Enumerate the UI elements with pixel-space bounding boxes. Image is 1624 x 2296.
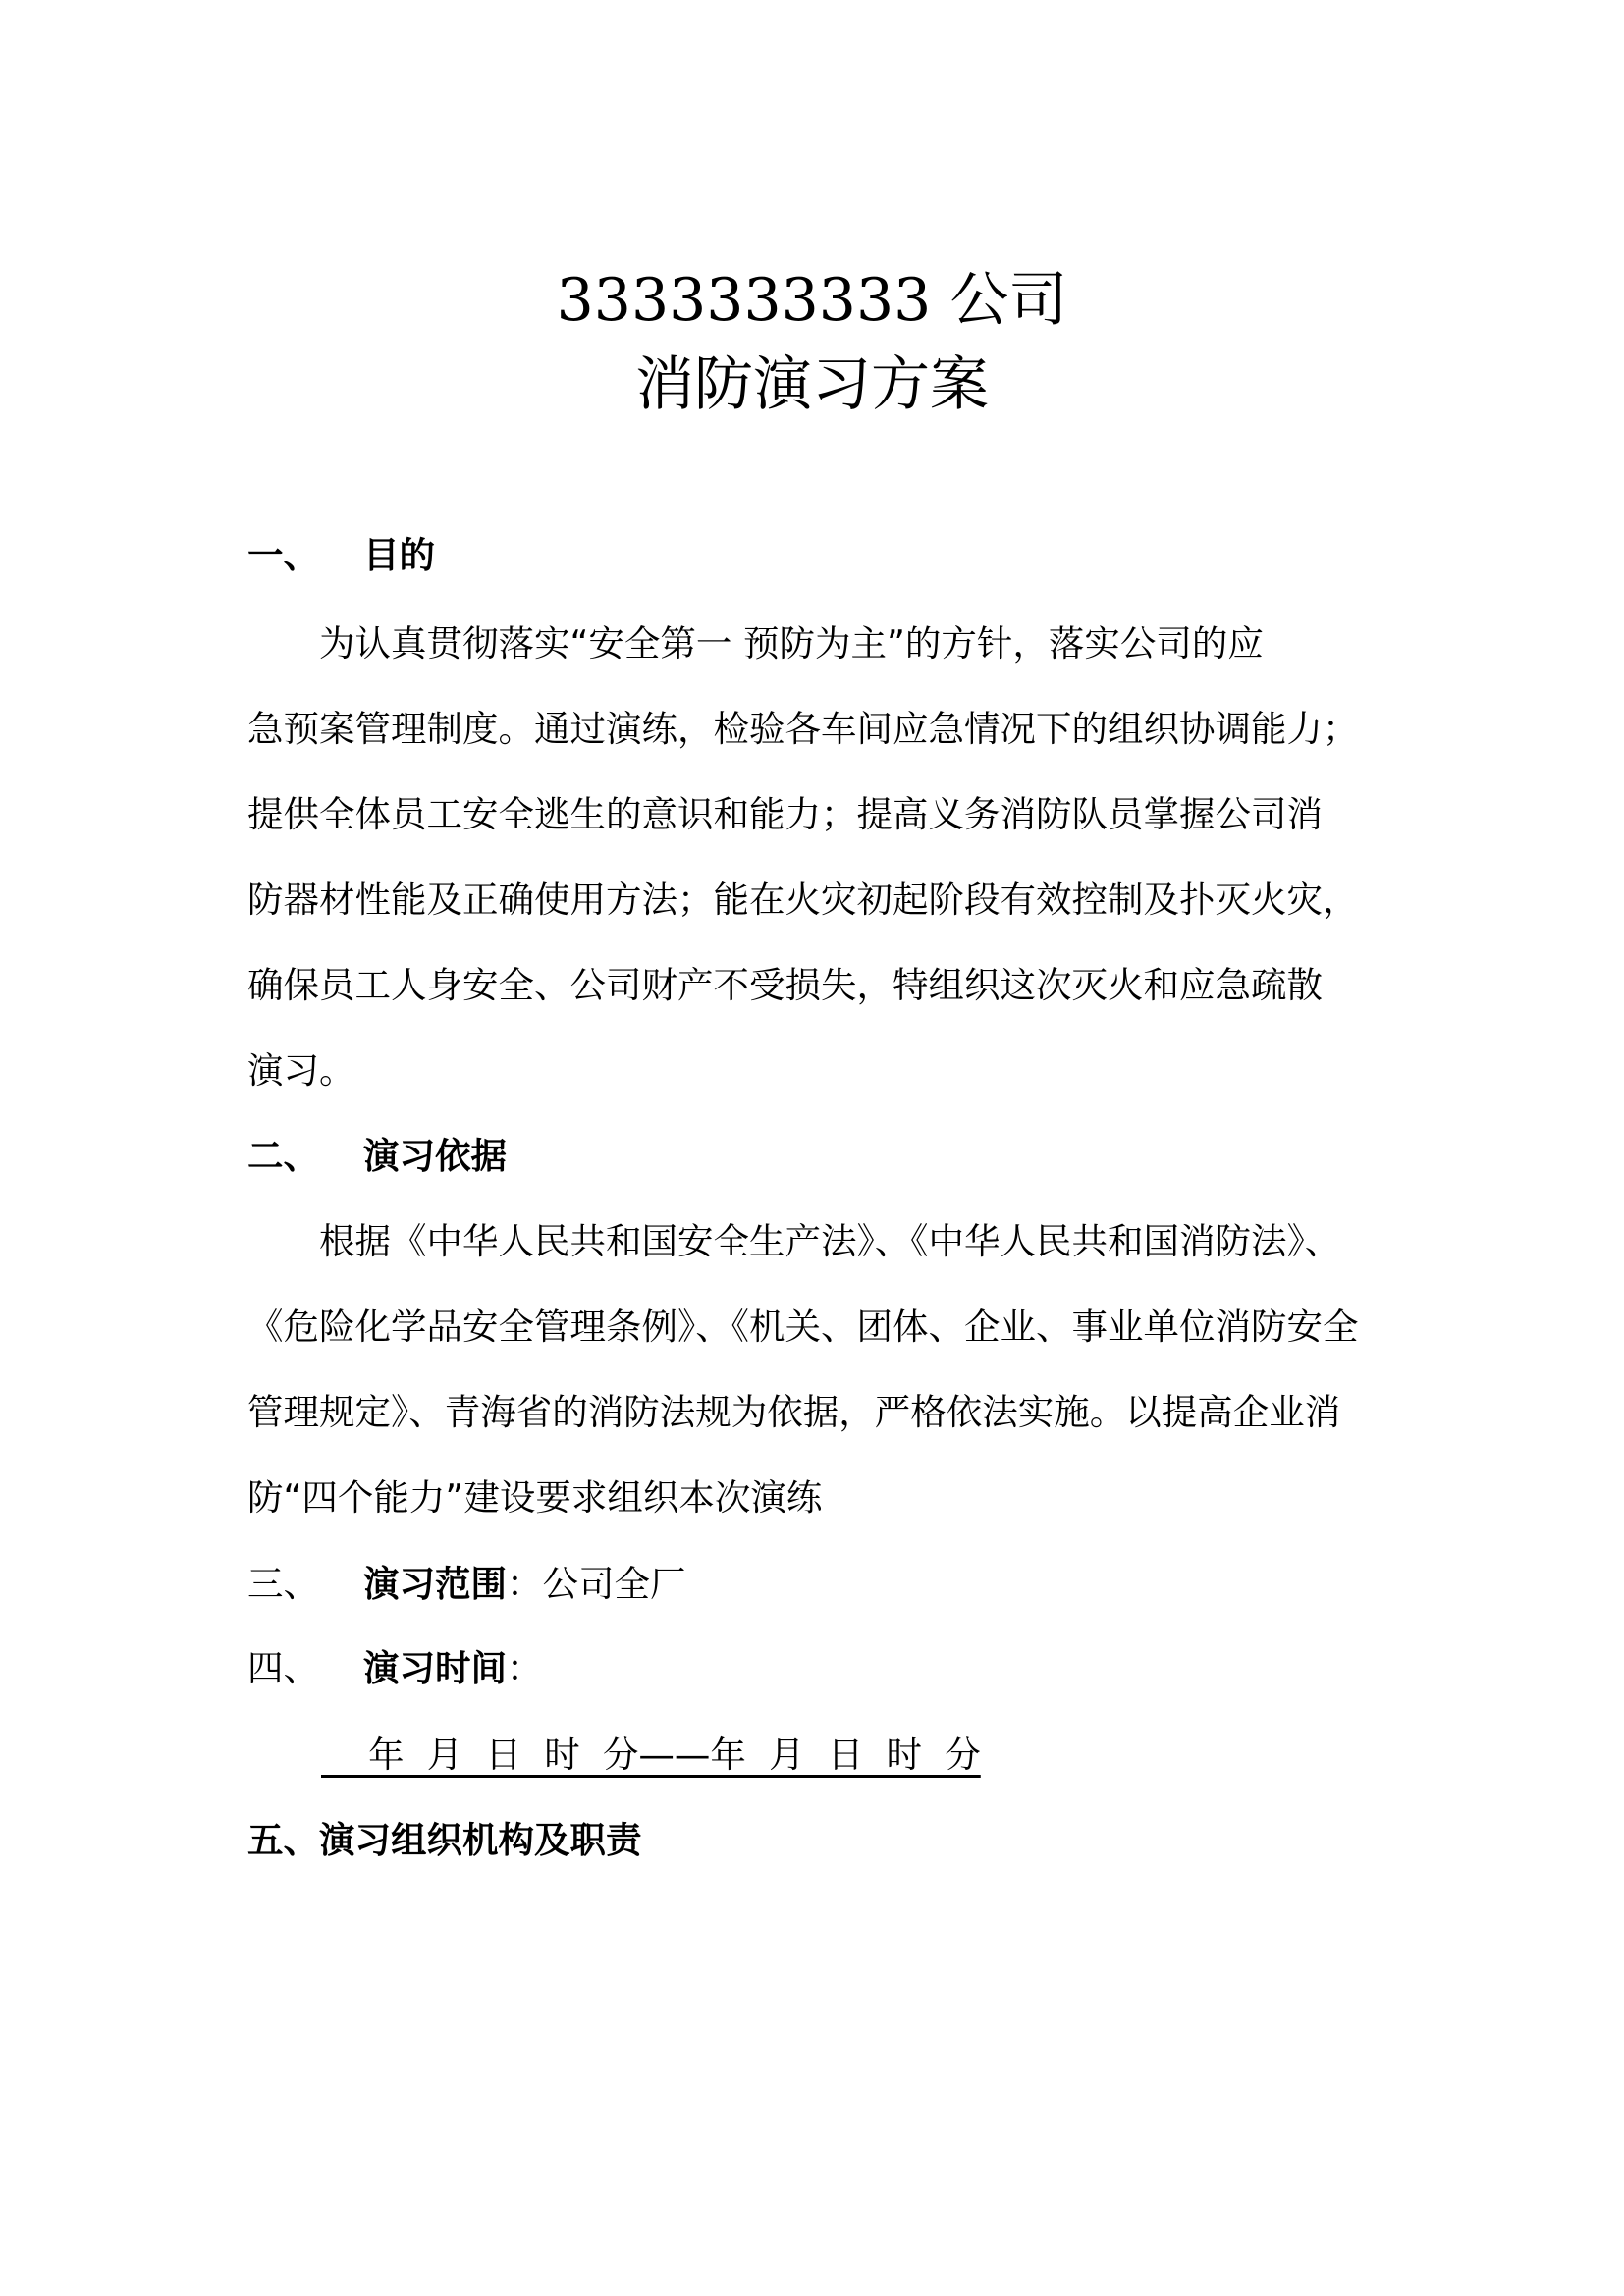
- paragraph-line: 《危险化学品安全管理条例》、《机关、团体、企业、事业单位消防安全: [247, 1306, 1359, 1348]
- paragraph-line: 防器材性能及正确使用方法；能在火灾初起阶段有效控制及扑灭火灾，: [247, 879, 1359, 921]
- section-label: 演习时间: [363, 1647, 507, 1689]
- paragraph-line: 急预案管理制度。通过演练，检验各车间应急情况下的组织协调能力；: [247, 708, 1359, 750]
- section-number: 四、: [247, 1647, 319, 1689]
- section-number: 二、: [247, 1135, 319, 1177]
- section-number: 三、: [247, 1563, 319, 1605]
- section-label: 目的: [363, 534, 435, 576]
- paragraph-line: 确保员工人身安全、公司财产不受损失，特组织这次灭火和应急疏散: [247, 964, 1323, 1006]
- drill-time-field: 年 月 日 时 分——年 月 日 时 分: [321, 1734, 981, 1776]
- paragraph-line: 为认真贯彻落实“安全第一 预防为主”的方针，落实公司的应: [247, 622, 1264, 665]
- document-title: 消防演习方案: [635, 350, 989, 419]
- company-title: 3333333333 公司: [556, 266, 1068, 335]
- section-5-heading: 五、演习组织机构及职责: [247, 1819, 642, 1861]
- section-label: 演习范围: [363, 1563, 507, 1605]
- paragraph-line: 防“四个能力”建设要求组织本次演练: [247, 1476, 823, 1519]
- paragraph-line: 根据《中华人民共和国安全生产法》、《中华人民共和国消防法》、: [247, 1220, 1341, 1262]
- paragraph-line: 演习。: [247, 1049, 355, 1092]
- section-number: 一、: [247, 534, 319, 576]
- paragraph-line: 提供全体员工安全逃生的意识和能力；提高义务消防队员掌握公司消: [247, 793, 1323, 835]
- section-value: ：: [507, 1647, 543, 1689]
- paragraph-line: 管理规定》、青海省的消防法规为依据，严格依法实施。以提高企业消: [247, 1391, 1341, 1433]
- section-label: 演习依据: [363, 1135, 507, 1177]
- section-value: ：公司全厂: [507, 1563, 686, 1605]
